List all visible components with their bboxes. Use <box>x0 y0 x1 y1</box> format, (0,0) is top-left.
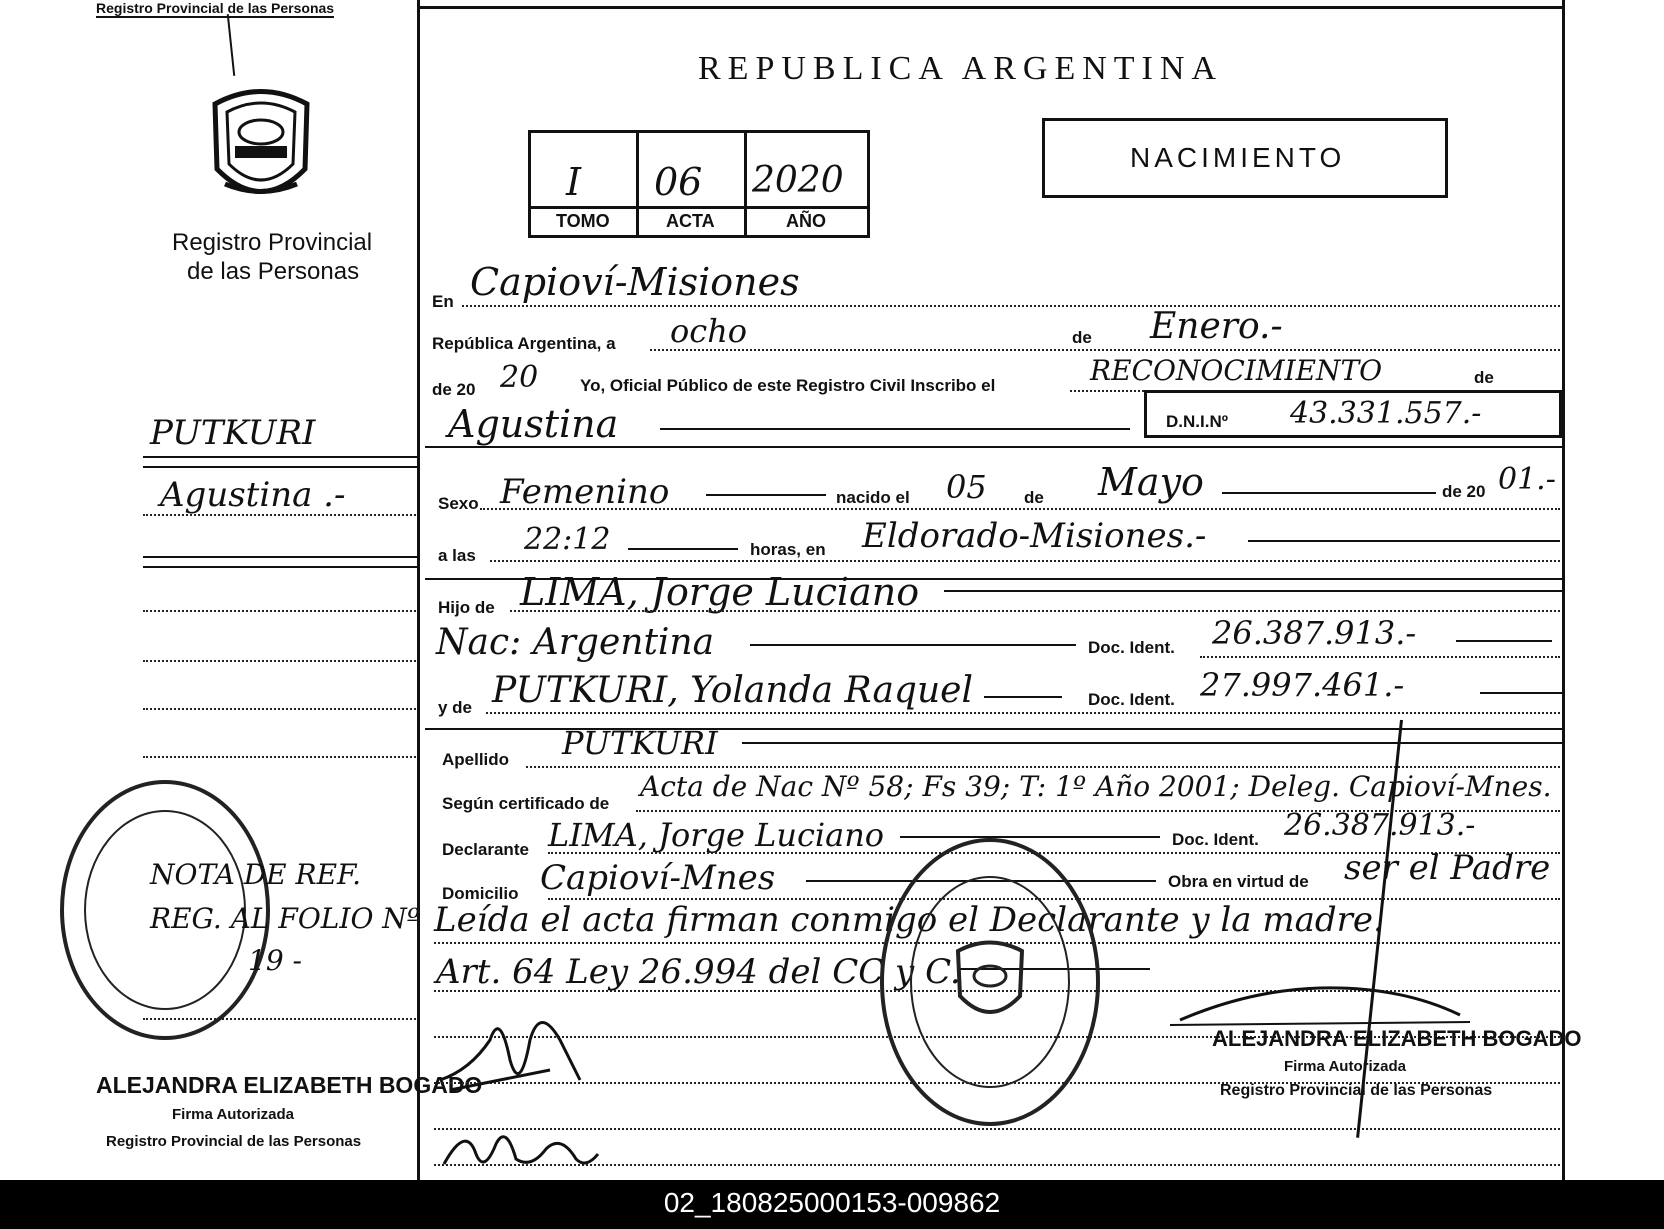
day-value: ocho <box>670 312 748 350</box>
sidebar-note-line1: NOTA DE REF. <box>150 858 361 891</box>
sidebar-registry-line2: de las Personas <box>187 258 360 285</box>
tomo-value: I <box>566 160 582 204</box>
row6-line-2 <box>1248 540 1560 542</box>
sidebar-dots-1 <box>143 514 416 516</box>
sidebar-registry-line1: Registro Provincial <box>172 229 373 256</box>
nacido-label: nacido el <box>836 488 910 507</box>
row4-line <box>660 428 1130 430</box>
row5-line-2 <box>1222 492 1436 494</box>
padre-value: LIMA, Jorge Luciano <box>520 570 920 614</box>
frame-left-line <box>417 0 420 1180</box>
province-seal-icon <box>205 84 317 209</box>
official-role: Firma Autorizada <box>1284 1058 1406 1075</box>
declarante-signature-icon <box>430 1000 590 1110</box>
row8-dots <box>1200 656 1560 658</box>
nacido-month: Mayo <box>1098 460 1204 504</box>
acta-label: ACTA <box>666 211 715 231</box>
row7-line <box>944 590 1562 592</box>
yo-text: Yo, Oficial Público de este Registro Civil Inscribo el <box>580 376 996 395</box>
anio-value: 2020 <box>752 160 844 201</box>
acta-value: 06 <box>654 160 703 204</box>
sidebar-divider-1 <box>143 456 418 458</box>
hora-value: 22:12 <box>524 522 611 557</box>
sexo-value: Femenino <box>500 472 670 512</box>
apellido-label: Apellido <box>442 750 510 769</box>
tomo-label: TOMO <box>556 211 610 231</box>
obra-label: Obra en virtud de <box>1168 872 1309 891</box>
sidebar-divider-2 <box>143 466 418 468</box>
segun-value: Acta de Nac Nº 58; Fs 39; T: 1º Año 2001; Deleg. Capioví-Mnes. <box>640 770 1552 803</box>
dni-value: 43.331.557.- <box>1290 396 1482 431</box>
row7-dots <box>510 610 1560 612</box>
de20-label: de 20 <box>1442 482 1486 501</box>
row2-dots <box>650 349 1560 351</box>
row1-dots <box>462 305 1560 307</box>
acta-box-hdiv <box>528 206 870 209</box>
dni-label: D.N.I.Nº <box>1166 412 1228 431</box>
declarante-doc: 26.387.913.- <box>1284 808 1476 843</box>
nacido-year: 01.- <box>1498 462 1556 497</box>
madre-doc: 27.997.461.- <box>1200 666 1405 704</box>
nacido-day: 05 <box>946 468 987 506</box>
month-value: Enero.- <box>1150 306 1283 347</box>
row4-underline <box>425 446 1562 448</box>
madre-value: PUTKURI, Yolanda Raquel <box>492 670 973 711</box>
row8-line <box>750 644 1076 646</box>
row6-line-1 <box>628 548 738 550</box>
row5-dots <box>480 508 1560 510</box>
domicilio-label: Domicilio <box>442 884 519 903</box>
row10-dots <box>526 766 1560 768</box>
doc-label-madre: Doc. Ident. <box>1088 690 1175 709</box>
sidebar-dots-5 <box>143 756 416 758</box>
sidebar-signer-role: Firma Autorizada <box>172 1106 294 1123</box>
en-value: Capioví-Misiones <box>470 260 800 304</box>
sidebar-dots-3 <box>143 660 416 662</box>
frame-right-line <box>1562 0 1565 1180</box>
sidebar-signer-org: Registro Provincial de las Personas <box>106 1133 362 1150</box>
republica-label: República Argentina, a <box>432 334 616 353</box>
de-label-1: de <box>1072 328 1092 347</box>
nacimiento-label: NACIMIENTO <box>1130 142 1346 173</box>
stamp-seal-icon <box>950 936 1030 1026</box>
row8-line-2 <box>1456 640 1552 642</box>
official-org: Registro Provincial de las Personas <box>1220 1082 1493 1099</box>
doc-label-declarante: Doc. Ident. <box>1172 830 1259 849</box>
sidebar-dots-4 <box>143 708 416 710</box>
de-label-3: de <box>1024 488 1044 507</box>
official-signature-icon <box>1170 970 1470 1030</box>
domicilio-value: Capioví-Mnes <box>540 858 776 898</box>
name-value: Agustina <box>448 402 619 446</box>
apellido-value: PUTKURI <box>562 724 718 762</box>
hijo-label: Hijo de <box>438 598 495 617</box>
sidebar-divider-3 <box>143 556 418 558</box>
sidebar-given-name: Agustina .- <box>160 475 346 515</box>
frame-top-line <box>417 6 1565 9</box>
doc-label-padre: Doc. Ident. <box>1088 638 1175 657</box>
sidebar-surname: PUTKURI <box>150 413 316 453</box>
declarante-label: Declarante <box>442 840 529 859</box>
footer-code: 02_180825000153-009862 <box>663 1187 1001 1218</box>
sidebar-divider-4 <box>143 566 418 568</box>
de-label-2: de <box>1474 368 1494 387</box>
republic-title: REPUBLICA ARGENTINA <box>698 50 1223 87</box>
sexo-label: Sexo <box>438 494 479 513</box>
lugar-value: Eldorado-Misiones.- <box>862 516 1207 556</box>
year-prefix: de 20 <box>432 380 476 399</box>
year-value: 20 <box>500 360 539 395</box>
row9-line-2 <box>1480 692 1562 694</box>
inscribo-value: RECONOCIMIENTO <box>1090 354 1383 387</box>
sidebar-note-line2: REG. AL FOLIO Nº <box>150 902 420 935</box>
row5-line <box>706 494 826 496</box>
en-label: En <box>432 292 454 311</box>
sidebar-note-line3: 19 - <box>248 944 302 977</box>
row12-line <box>900 836 1160 838</box>
row6-dots <box>490 560 1560 562</box>
leida-value: Leída el acta firman conmigo el Declarante y la madre. <box>434 900 1384 940</box>
sidebar-signer: ALEJANDRA ELIZABETH BOGADO <box>96 1072 483 1098</box>
sidebar-dots-2 <box>143 610 416 612</box>
pen-stroke <box>227 14 235 76</box>
padre-doc: 26.387.913.- <box>1212 614 1417 652</box>
acta-box-div2 <box>744 130 747 238</box>
segun-label: Según certificado de <box>442 794 610 813</box>
row9-line <box>984 696 1062 698</box>
alas-label: a las <box>438 546 476 565</box>
row10-line <box>742 742 1562 744</box>
acta-box-div1 <box>636 130 639 238</box>
nac-value: Nac: Argentina <box>436 622 715 663</box>
official-name: ALEJANDRA ELIZABETH BOGADO <box>1212 1026 1582 1051</box>
top-left-registry: Registro Provincial de las Personas <box>96 0 335 16</box>
row9-dots <box>486 712 1560 714</box>
horas-label: horas, en <box>750 540 826 559</box>
anio-label: AÑO <box>786 211 826 231</box>
sidebar-dots-6 <box>143 1018 416 1020</box>
madre-signature-icon <box>436 1114 606 1178</box>
declarante-value: LIMA, Jorge Luciano <box>548 816 885 854</box>
yde-label: y de <box>438 698 473 717</box>
art-value: Art. 64 Ley 26.994 del CC y C. <box>436 952 961 992</box>
obra-value: ser el Padre <box>1344 848 1551 888</box>
